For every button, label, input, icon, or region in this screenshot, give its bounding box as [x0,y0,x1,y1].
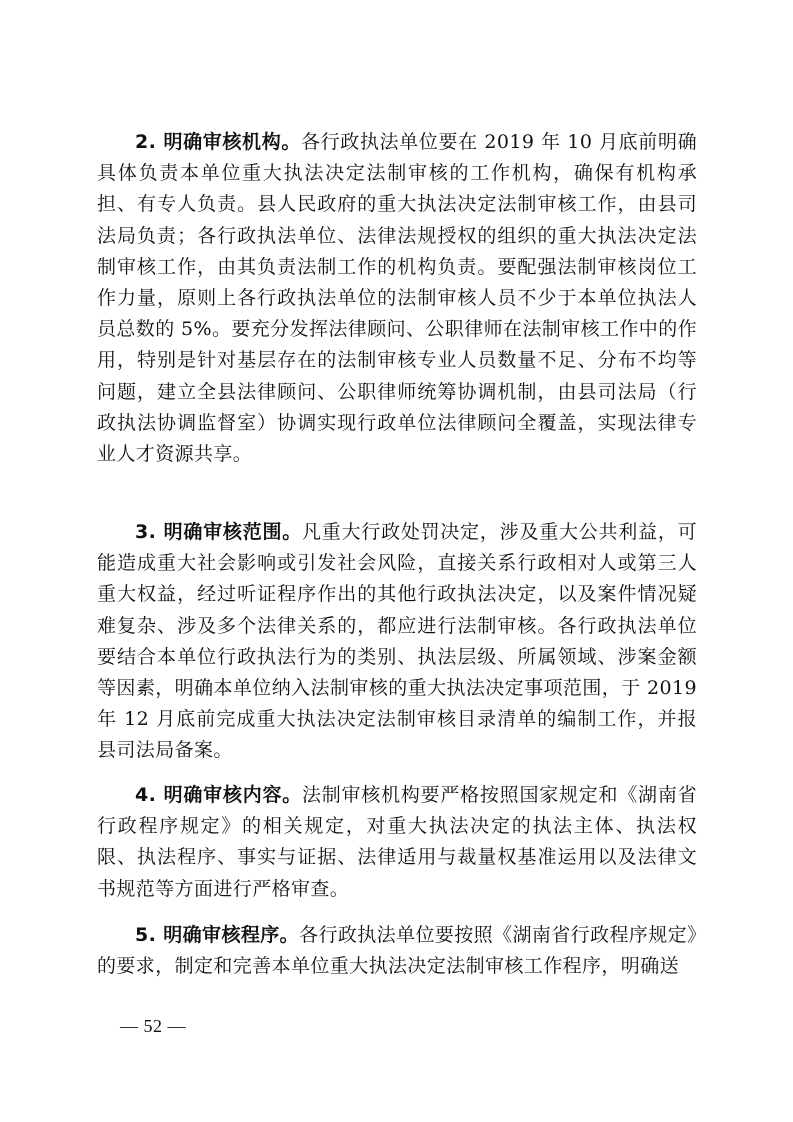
page-number: — 52 — [120,1016,186,1036]
section-2-heading: 2. 明确审核机构。 [135,131,301,153]
section-5-heading: 5. 明确审核程序。 [135,924,300,946]
section-2-body: 各行政执法单位要在 2019 年 10 月底前明确具体负责本单位重大执法决定法制审核的工作机构，确保有机构承担、有专人负责。县人民政府的重大执法决定法制审核工作，由县司法局负责；各行政执法单位、法律法规授权的组织的重大执法决定法制审核工作，由其负责法制工作的机构负责。要配强法制审核岗位工作力量，原则上各行政执法单位的法制审核人员不少于本单位执法人员总数的 5%。要充分发挥法律顾问、公职律师在法制审核工作中的作用，特别是针对基层存在的法制审核专业人员数量不足、分布不均等问题，建立全县法律顾问、公职律师统筹协调机制，由县司法局（行政执法协调监督室）协调实现行政单位法律顾问全覆盖，实现法律专业人才资源共享。 [97,131,697,466]
section-5-body: 各行政执法单位要按照《湖南省行政程序规定》的要求，制定和完善本单位重大执法决定法制审核工作程序，明确送 [97,924,697,978]
section-3-heading: 3. 明确审核范围。 [135,521,302,543]
section-4-paragraph [97,780,697,905]
section-4-heading: 4. 明确审核内容。 [135,784,302,806]
section-5-paragraph [97,920,697,982]
section-2-paragraph [97,127,697,470]
section-3-paragraph [97,517,697,767]
section-3-body: 凡重大行政处罚决定，涉及重大公共利益，可能造成重大社会影响或引发社会风险，直接关系行政相对人或第三人重大权益，经过听证程序作出的其他行政执法决定，以及案件情况疑难复杂、涉及多个法律关系的，都应进行法制审核。各行政执法单位要结合本单位行政执法行为的类别、执法层级、所属领域、涉案金额等因素，明确本单位纳入法制审核的重大执法决定事项范围，于 2019 年 12 月底前完成重大执法决定法制审核目录清单的编制工作，并报县司法局备案。 [97,521,697,762]
section-4-body: 法制审核机构要严格按照国家规定和《湖南省行政程序规定》的相关规定，对重大执法决定的执法主体、执法权限、执法程序、事实与证据、法律适用与裁量权基准运用以及法律文书规范等方面进行严格审查。 [97,784,697,900]
